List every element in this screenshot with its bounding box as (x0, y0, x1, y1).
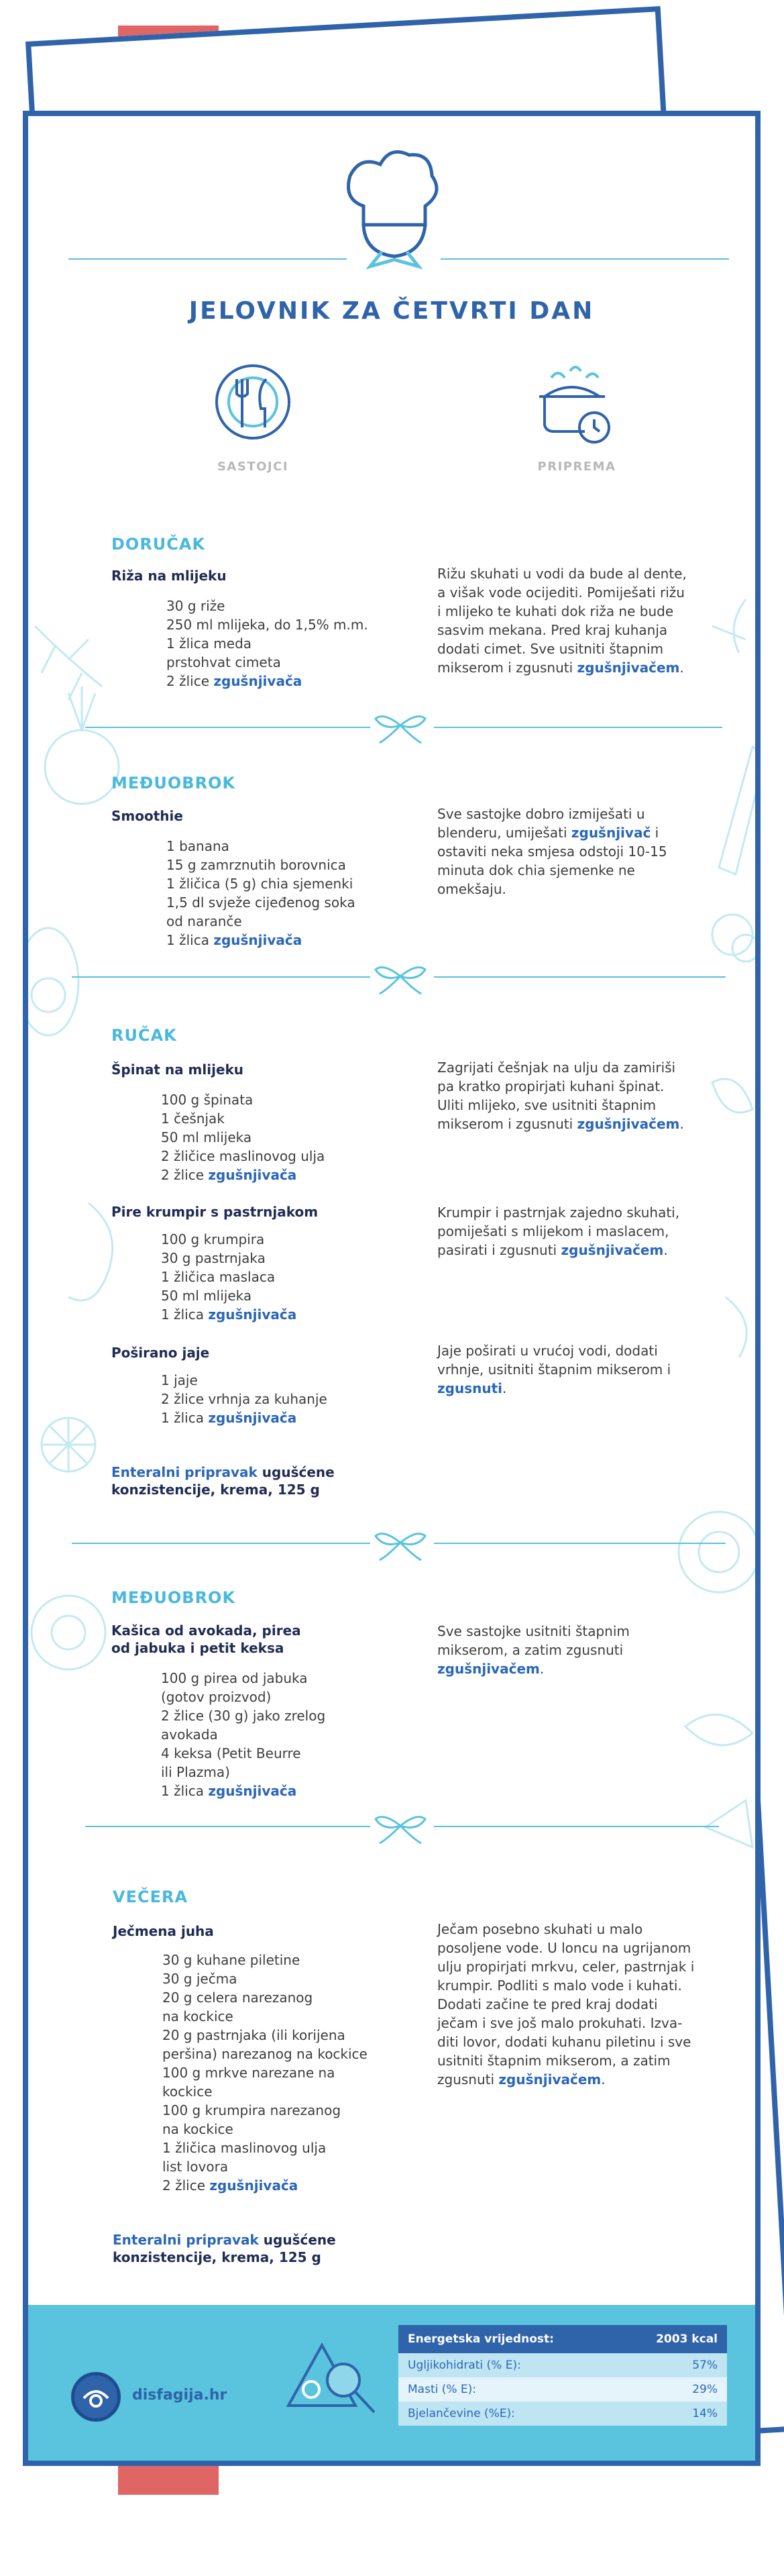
prep-line (437, 2070, 732, 2089)
ingredient-list (166, 597, 368, 690)
ingredient-list (161, 1090, 325, 1184)
prep-text: blenderu, umiješati (437, 825, 571, 841)
prep-line: vrhnje, usitniti štapnim mikserom i (437, 1361, 671, 1378)
ingredient-amount: 2 žlice (162, 2177, 210, 2194)
ingredient-item: 1 žličica maslaca (161, 1269, 276, 1285)
breakfast-title: DORUČAK (111, 535, 206, 554)
prep-line: ulju propirjati mrkvu, celer, pastrnjak i (437, 1959, 695, 1975)
preparation-text (437, 1058, 732, 1133)
vegetable-decoration-icon (28, 606, 135, 1076)
preparation-text (437, 1341, 732, 1398)
ingredient-item: 1 jaje (161, 1372, 198, 1388)
ingredient-item: 250 ml mlijeka, do 1,5% m.m. (166, 617, 368, 633)
prep-text: zgusnuti (437, 2071, 499, 2088)
thickener-highlight: zgušnjivača (213, 932, 302, 948)
divider-line (72, 1543, 370, 1544)
divider-line (441, 258, 729, 260)
ingredient-item (166, 672, 368, 690)
enteral-note (111, 1463, 335, 1498)
prep-line: Jaje poširati u vrućoj vodi, dodati (437, 1343, 658, 1359)
nutrition-label: Masti (% E): (398, 2377, 619, 2402)
ingredient-item: avokada (161, 1727, 218, 1743)
dish-name: Riža na mlijeku (111, 568, 227, 584)
page-title: JELOVNIK ZA ČETVRTI DAN (188, 297, 595, 325)
prep-line: dodati cimet. Sve usitniti štapnim (437, 641, 664, 657)
nutrition-header-value: 2003 kcal (619, 2325, 727, 2353)
enteral-highlight: Enteralni pripravak (111, 1464, 258, 1480)
ingredient-list (166, 837, 355, 949)
chef-hat-icon (343, 146, 444, 273)
preparation-text (437, 805, 732, 898)
preparation-text (437, 1920, 732, 2089)
bow-divider-icon (370, 1529, 431, 1563)
ingredient-item: 30 g ječma (162, 1971, 237, 1987)
divider-line (434, 1543, 726, 1544)
nutrition-table (398, 2325, 727, 2426)
prep-text: . (502, 1380, 507, 1396)
ingredient-item: kockice (162, 2083, 213, 2100)
ingredient-list (161, 1669, 325, 1800)
ingredient-item: na kockice (162, 2121, 233, 2137)
prep-line: pa kratko propirjati kuhani špinat. (437, 1078, 665, 1094)
prep-line (437, 1241, 732, 1259)
nutrition-row (398, 2377, 727, 2402)
ingredient-list (161, 1371, 327, 1427)
enteral-line (111, 1463, 335, 1481)
ingredient-item: 1,5 dl svježe cijeđenog soka (166, 894, 355, 911)
prep-line: krumpir. Podliti s malo vode i kuhati. (437, 1977, 682, 1994)
ingredient-item: 100 g pirea od jabuka (161, 1670, 308, 1686)
ingredient-item: 20 g pastrnjaka (ili korijena (162, 2027, 345, 2043)
prep-text: mikserom i zgusnuti (437, 660, 577, 676)
thickener-highlight: zgušnjivačem (498, 2071, 602, 2088)
thickener-highlight: zgušnjivačem (437, 1661, 540, 1677)
enteral-line (113, 2231, 336, 2249)
ingredient-item: peršina) narezanog na kockice (162, 2046, 368, 2062)
ingredient-item: 100 g špinata (161, 1092, 254, 1108)
ingredient-item: 2 žlice (30 g) jako zrelog (161, 1708, 326, 1724)
nutrition-value: 57% (619, 2353, 727, 2377)
ingredient-item: 1 češnjak (161, 1111, 225, 1127)
ingredient-item (166, 931, 355, 949)
ingredient-item (161, 1408, 327, 1427)
bow-divider-icon (370, 963, 431, 996)
enteral-line: konzistencije, krema, 125 g (113, 2249, 321, 2265)
lunch-title: RUČAK (111, 1026, 177, 1045)
divider-line (85, 1826, 370, 1827)
disfagija-logo-icon (71, 2372, 121, 2422)
ingredient-item: 2 žličice maslinovog ulja (161, 1148, 325, 1164)
thickener-highlight: zgušnjivač (571, 825, 651, 841)
ingredient-item (161, 1166, 325, 1184)
ingredient-item: list lovora (162, 2159, 229, 2175)
ingredient-item: 30 g pastrnjaka (161, 1250, 266, 1266)
nutrition-label: Ugljikohidrati (% E): (398, 2353, 619, 2377)
preparation-text (437, 1622, 732, 1678)
prep-line (437, 1659, 732, 1678)
prep-line: a višak vode ocijediti. Pomiješati rižu (437, 584, 685, 601)
prep-text: mikserom i zgusnuti (437, 1116, 577, 1132)
prep-line: pomiješati s mlijekom i maslacem, (437, 1223, 669, 1239)
ingredient-item: 1 žlica meda (166, 635, 252, 652)
ingredient-list (162, 1951, 368, 2195)
enteral-text: ugušćene (257, 1464, 335, 1480)
prep-line: sasvim mekana. Pred kraj kuhanja (437, 622, 668, 638)
bow-divider-icon (370, 712, 431, 745)
bow-divider-icon (370, 1812, 431, 1846)
prep-line: diti lovor, dodati kuhanu piletinu i sve (437, 2034, 691, 2050)
preparation-text (437, 564, 732, 677)
ingredient-item: 1 žličica (5 g) chia sjemenki (166, 876, 353, 892)
prep-text: . (679, 660, 684, 676)
thickener-highlight: zgusnuti (437, 1380, 502, 1396)
divider-line (68, 258, 347, 260)
prep-line: ječam i sve još malo prokuhati. Izva- (437, 2015, 683, 2031)
ingredient-item: prstohvat cimeta (166, 654, 281, 670)
preparation-text (437, 1203, 732, 1259)
ingredient-item: 30 g kuhane piletine (162, 1952, 300, 1968)
ingredient-item: 4 keksa (Petit Beurre (161, 1745, 301, 1761)
prep-line (437, 1115, 732, 1133)
ingredient-item: 30 g riže (166, 598, 225, 614)
dish-name-line: Kašica od avokada, pirea (111, 1622, 301, 1639)
dish-name (111, 1622, 301, 1657)
prep-line: Krumpir i pastrnjak zajedno skuhati, (437, 1204, 680, 1221)
nutrition-header-label: Energetska vrijednost: (398, 2325, 619, 2353)
prep-line: ostaviti neka smjesa odstoji 10-15 (437, 843, 667, 860)
prep-line (437, 658, 732, 677)
prep-line: Uliti mlijeko, sve usitniti štapnim (437, 1097, 657, 1113)
thickener-highlight: zgušnjivača (208, 1306, 297, 1323)
prep-line: minuta dok chia sjemenke ne (437, 862, 635, 878)
ingredient-list (161, 1230, 296, 1324)
enteral-highlight: Enteralni pripravak (113, 2232, 259, 2248)
thickener-highlight: zgušnjivačem (577, 660, 680, 676)
nutrition-magnifier-icon (282, 2332, 382, 2419)
prep-text: i (651, 825, 659, 841)
prep-text: . (663, 1242, 668, 1258)
ingredient-item (162, 2176, 368, 2195)
ingredient-item: 1 žličica maslinovog ulja (162, 2140, 327, 2156)
prep-text: . (679, 1116, 684, 1132)
thickener-highlight: zgušnjivača (213, 673, 302, 689)
ingredient-item: 100 g krumpira narezanog (162, 2102, 341, 2118)
ingredient-item: 20 g celera narezanog (162, 1990, 313, 2006)
snack-title: MEĐUOBROK (111, 1588, 236, 1607)
ingredient-item: 100 g krumpira (161, 1231, 265, 1247)
enteral-note (113, 2231, 336, 2266)
ingredient-amount: 1 žlica (166, 932, 214, 948)
ingredient-amount: 2 žlice (161, 1167, 209, 1183)
dinner-title: VEČERA (113, 1888, 188, 1906)
ingredient-amount: 2 žlice (166, 673, 214, 689)
divider-line (85, 727, 370, 728)
ingredient-item: 15 g zamrznutih borovnica (166, 857, 346, 873)
ingredient-item: 100 g mrkve narezane na (162, 2065, 335, 2081)
prep-line (437, 1379, 732, 1398)
thickener-highlight: zgušnjivača (208, 1167, 297, 1183)
divider-line (72, 976, 370, 978)
prep-line: Sve sastojke usitniti štapnim (437, 1623, 630, 1639)
prep-line: Rižu skuhati u vodi da bude al dente, (437, 566, 687, 582)
dish-name: Špinat na mlijeku (111, 1062, 244, 1078)
prep-line: mikserom, a zatim zgusnuti (437, 1642, 624, 1658)
divider-line (434, 727, 722, 728)
prep-line: usitniti štapnim mikserom, a zatim (437, 2053, 671, 2069)
nutrition-label: Bjelančevine (%E): (398, 2402, 619, 2426)
dish-name: Pire krumpir s pastrnjakom (111, 1204, 319, 1220)
ingredients-caption: SASTOJCI (217, 460, 289, 474)
prep-line: posoljene vode. U loncu na ugrijanom (437, 1940, 691, 1956)
ingredient-item: od naranče (166, 913, 242, 929)
nutrition-row (398, 2353, 727, 2377)
snack-title: MEĐUOBROK (111, 774, 236, 792)
thickener-highlight: zgušnjivača (208, 1410, 297, 1426)
ingredient-amount: 1 žlica (161, 1410, 209, 1426)
ingredient-item: 50 ml mlijeka (161, 1129, 252, 1145)
prep-line: Ječam posebno skuhati u malo (437, 1921, 643, 1937)
ingredient-item: 50 ml mlijeka (161, 1288, 252, 1304)
dish-name: Ječmena juha (113, 1923, 214, 1939)
ingredient-item: ili Plazma) (161, 1764, 230, 1780)
ingredient-item: na kockice (162, 2008, 233, 2024)
prep-line: Zagrijati češnjak na ulju da zamiriši (437, 1060, 676, 1076)
logo-text[interactable]: disfagija.hr (132, 2387, 227, 2404)
prep-line: Dodati začine te pred kraj dodati (437, 1996, 658, 2012)
nutrition-row (398, 2402, 727, 2426)
enteral-line: konzistencije, krema, 125 g (111, 1482, 320, 1498)
ingredient-item (161, 1305, 296, 1324)
preparation-caption: PRIPREMA (537, 460, 616, 474)
dish-name: Smoothie (111, 808, 183, 824)
enteral-text: ugušćene (258, 2232, 336, 2248)
prep-text: . (539, 1661, 545, 1677)
plate-cutlery-icon (213, 362, 293, 442)
ingredient-item (161, 1782, 325, 1800)
ingredient-item: 1 banana (166, 838, 229, 854)
prep-text: pasirati i zgusnuti (437, 1242, 561, 1258)
nutrition-value: 29% (619, 2377, 727, 2402)
ingredient-amount: 1 žlica (161, 1306, 209, 1323)
cooking-pot-icon (531, 358, 618, 445)
nutrition-header-row (398, 2325, 727, 2353)
divider-line (434, 976, 726, 978)
ingredient-item: (gotov proizvod) (161, 1689, 272, 1705)
menu-card (23, 111, 761, 2466)
prep-line: i mlijeko te kuhati dok riža ne bude (437, 603, 674, 619)
thickener-highlight: zgušnjivača (209, 2177, 298, 2194)
ingredient-item: 2 žlice vrhnja za kuhanje (161, 1391, 327, 1407)
ingredient-amount: 1 žlica (161, 1783, 209, 1799)
thickener-highlight: zgušnjivača (208, 1783, 297, 1799)
thickener-highlight: zgušnjivačem (561, 1242, 664, 1258)
prep-line (437, 823, 732, 842)
nutrition-value: 14% (619, 2402, 727, 2426)
divider-line (434, 1826, 719, 1827)
footer (28, 2305, 755, 2461)
dish-name: Poširano jaje (111, 1345, 210, 1361)
thickener-highlight: zgušnjivačem (577, 1116, 680, 1132)
prep-text: . (601, 2071, 606, 2088)
prep-line: omekšaju. (437, 881, 506, 897)
prep-line: Sve sastojke dobro izmiješati u (437, 806, 645, 822)
dish-name-line: od jabuka i petit keksa (111, 1640, 284, 1656)
